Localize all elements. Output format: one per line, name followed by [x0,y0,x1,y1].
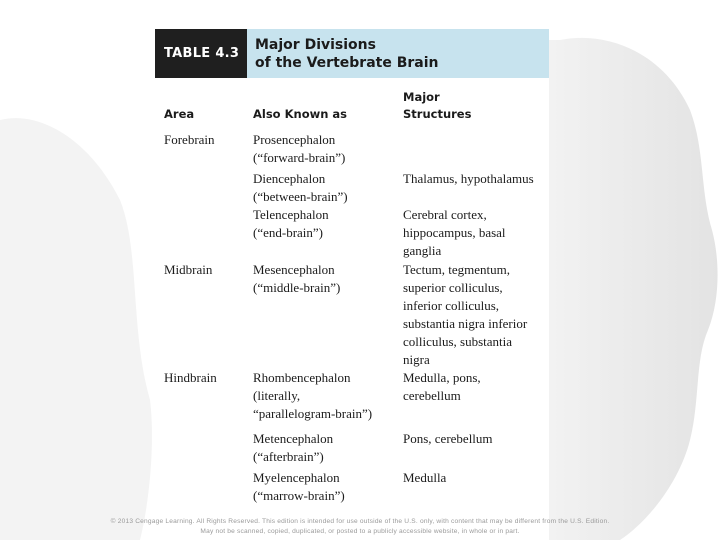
table-row-metencephalon-structures [403,430,493,448]
table-row-telencephalon-aka [253,206,329,242]
column-header-major-line-1: Major [403,90,440,104]
aka-line: (“end-brain”) [253,225,324,240]
structure-line: ganglia [403,243,442,258]
table-row-metencephalon-aka [253,430,333,466]
table-row-myelencephalon-structures [403,469,446,487]
structure-line: superior colliculus, [403,280,503,295]
column-header-also-known-as: Also Known as [253,107,348,121]
table-row-diencephalon-aka [253,170,348,206]
column-header-major-line-2: Structures [403,107,472,121]
aka-line: (literally, [253,388,301,403]
table-row-diencephalon-structures [403,170,534,188]
structure-line: Cerebral cortex, [403,207,487,222]
aka-line: Diencephalon [253,171,326,186]
table-row-hindbrain-structures [403,369,481,405]
table-row-mesencephalon-aka [253,261,340,297]
aka-line: (“between-brain”) [253,189,348,204]
aka-line: (“marrow-brain”) [253,488,345,503]
structure-line: Medulla, pons, [403,370,481,385]
structure-line: cerebellum [403,388,461,403]
table-row-midbrain-structures [403,261,527,369]
table-row-hindbrain-area: Hindbrain [164,370,217,385]
column-header-major-structures [403,89,471,123]
table-title [255,36,545,72]
column-header-area: Area [164,107,195,121]
aka-line: (“afterbrain”) [253,449,324,464]
structure-line: hippocampus, basal [403,225,506,240]
structure-line: inferior colliculus, [403,298,500,313]
table-row-myelencephalon-aka [253,469,345,505]
table-card [155,29,549,506]
aka-line: Telencephalon [253,207,329,222]
table-row-telencephalon-structures [403,206,506,260]
copyright-line-1: © 2013 Cengage Learning. All Rights Reserved. This edition is intended for use outside of the U.S. only, with content that may be different from the U.S. Edition. [110,518,610,525]
aka-line: Myelencephalon [253,470,340,485]
structure-line: Tectum, tegmentum, [403,262,511,277]
structure-line: substantia nigra inferior [403,316,528,331]
table-title-line-1: Major Divisions [255,37,376,53]
structure-line: nigra [403,352,430,367]
table-row-midbrain-area: Midbrain [164,262,213,277]
aka-line: (“middle-brain”) [253,280,341,295]
table-row-forebrain-area: Forebrain [164,132,215,147]
structure-line: Pons, cerebellum [403,431,493,446]
copyright-footer [0,517,720,537]
structure-line: colliculus, substantia [403,334,513,349]
table-number-label: TABLE 4.3 [155,29,247,78]
structure-line: Thalamus, hypothalamus [403,171,534,186]
aka-line: Prosencephalon [253,132,336,147]
structure-line: Medulla [403,470,447,485]
aka-line: Rhombencephalon [253,370,351,385]
table-row-rhombencephalon-aka [253,369,372,423]
aka-line: “parallelogram-brain”) [253,406,373,421]
aka-line: Metencephalon [253,431,334,446]
aka-line: (“forward-brain”) [253,150,346,165]
table-title-line-2: of the Vertebrate Brain [255,55,439,71]
table-row-prosencephalon-aka [253,131,345,167]
table-header [155,29,549,78]
aka-line: Mesencephalon [253,262,335,277]
copyright-line-2: May not be scanned, copied, duplicated, or posted to a publicly accessible website, in whole or in part. [200,528,520,535]
